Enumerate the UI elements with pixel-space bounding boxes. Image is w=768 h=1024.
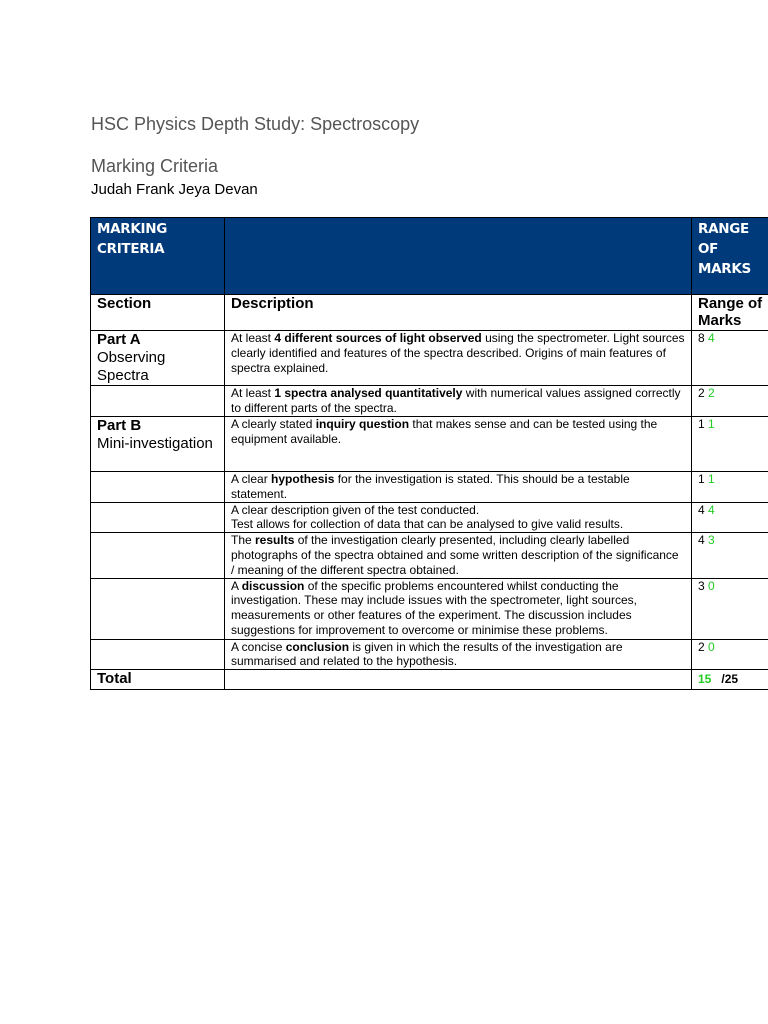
total-marks-cell	[692, 670, 768, 690]
max-marks: 8	[698, 331, 705, 345]
table-header-row	[91, 295, 768, 331]
description-cell: At least 4 different sources of light observed using the spectrometer. Light sources clearly identified and features of the spectra described. Origins of main features of spectra explained.	[225, 331, 692, 386]
section-cell	[91, 578, 225, 639]
section-part-name: Observing Spectra	[97, 349, 166, 384]
header-description: Description	[225, 295, 692, 331]
total-out-of: /25	[721, 672, 739, 687]
table-row	[91, 502, 768, 533]
section-cell	[91, 533, 225, 578]
section-part: Part A	[97, 331, 141, 348]
description-cell: The results of the investigation clearly presented, including clearly labelled photographs of the spectra obtained and some written description of the significance / meaning of the different spectra obtained.	[225, 533, 692, 578]
marking-criteria-table	[90, 217, 768, 690]
section-part-name: Mini-investigation	[97, 435, 213, 452]
header-range: Range of Marks	[692, 295, 768, 331]
awarded-marks: 4	[708, 331, 715, 345]
max-marks: 2	[698, 639, 705, 654]
total-empty-cell	[225, 670, 692, 690]
section-cell	[91, 639, 225, 670]
total-row	[91, 670, 768, 690]
document-title: HSC Physics Depth Study: Spectroscopy	[91, 114, 420, 134]
table-banner-row	[91, 218, 768, 295]
max-marks: 2	[698, 386, 705, 400]
table-row	[91, 639, 768, 670]
banner-range-cell: RANGE OF MARKS	[692, 218, 768, 295]
awarded-marks: 2	[708, 386, 715, 400]
marks-cell	[692, 502, 768, 533]
description-cell: A concise conclusion is given in which the results of the investigation are summarised and related to the hypothesis.	[225, 639, 692, 670]
max-marks: 3	[698, 578, 705, 593]
description-cell: A discussion of the specific problems encountered whilst conducting the investigation. These may include issues with the spectrometer, light sources, measurements or other features of the experiment. The discussion includes suggestions for improvement to overcome or minimise these problems.	[225, 578, 692, 639]
table-row	[91, 533, 768, 578]
banner-empty-cell	[225, 218, 692, 295]
section-part: Part B	[97, 417, 142, 434]
section-cell	[91, 417, 225, 472]
total-score: 15	[698, 672, 712, 687]
author-name: Judah Frank Jeya Devan	[91, 181, 258, 198]
awarded-marks: 3	[708, 533, 715, 548]
description-cell: At least 1 spectra analysed quantitatively with numerical values assigned correctly to different parts of the spectra.	[225, 386, 692, 417]
awarded-marks: 0	[708, 578, 715, 593]
total-label: Total	[91, 670, 225, 690]
awarded-marks: 0	[708, 639, 715, 654]
section-cell	[91, 502, 225, 533]
marks-cell	[692, 578, 768, 639]
section-cell	[91, 386, 225, 417]
section-cell	[91, 472, 225, 503]
marks-cell	[692, 472, 768, 503]
description-cell: A clear hypothesis for the investigation is stated. This should be a testable statement.	[225, 472, 692, 503]
awarded-marks: 4	[708, 502, 715, 517]
marks-cell	[692, 386, 768, 417]
marks-cell	[692, 533, 768, 578]
banner-criteria-cell: MARKING CRITERIA	[91, 218, 225, 295]
description-cell: A clear description given of the test conducted. Test allows for collection of data that can be analysed to give valid results.	[225, 502, 692, 533]
table-row	[91, 331, 768, 386]
table-row	[91, 386, 768, 417]
max-marks: 1	[698, 417, 705, 431]
table-row	[91, 472, 768, 503]
header-section: Section	[91, 295, 225, 331]
max-marks: 4	[698, 502, 705, 517]
awarded-marks: 1	[708, 472, 715, 486]
description-cell: A clearly stated inquiry question that makes sense and can be tested using the equipment available.	[225, 417, 692, 472]
max-marks: 4	[698, 533, 705, 548]
awarded-marks: 1	[708, 417, 715, 431]
table-row	[91, 578, 768, 639]
marks-cell	[692, 639, 768, 670]
marks-cell	[692, 331, 768, 386]
table-row	[91, 417, 768, 472]
document-subtitle: Marking Criteria	[91, 156, 219, 176]
max-marks: 1	[698, 472, 705, 486]
section-cell	[91, 331, 225, 386]
marks-cell	[692, 417, 768, 472]
